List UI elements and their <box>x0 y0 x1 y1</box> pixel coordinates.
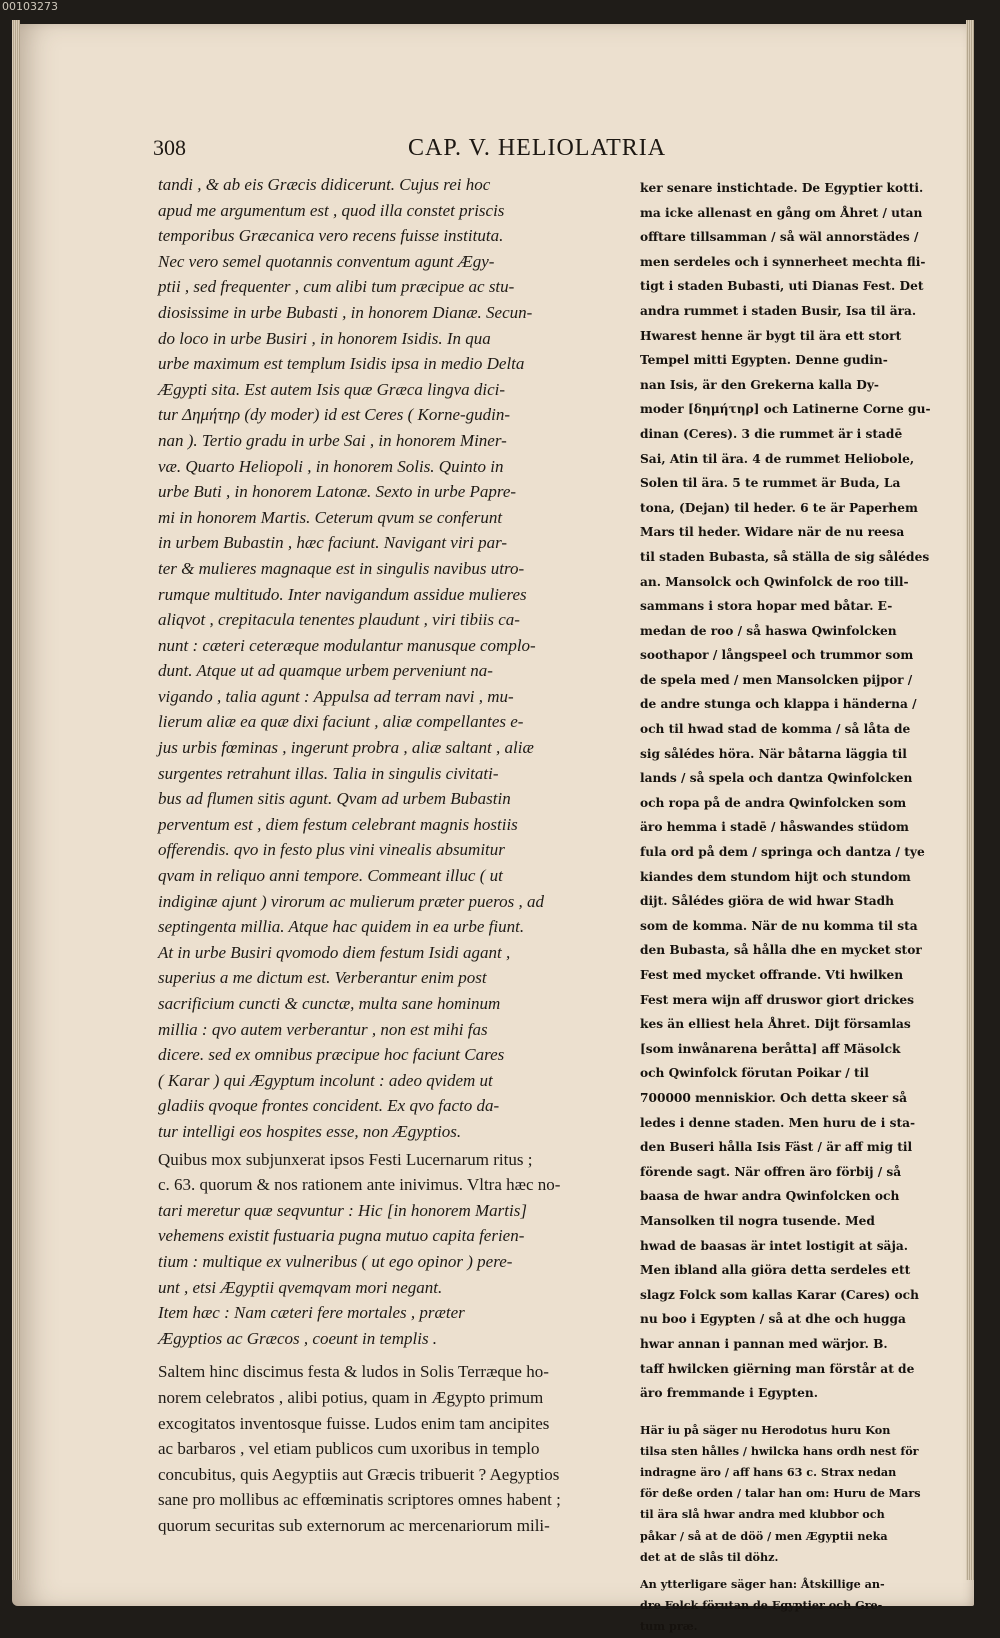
text-line: væ. Quarto Heliopoli , in honorem Solis. Quinto in <box>158 456 504 476</box>
text-line: perventum est , diem festum celebrant magnis hostiis <box>158 814 518 834</box>
text-line: som de komma. När de nu komma til sta <box>640 918 918 933</box>
swedish-note-continued <box>640 1574 936 1638</box>
text-line: vehemens existit fustuaria pugna mutuo capita ferien- <box>158 1226 525 1246</box>
text-line: aliqvot , crepitacula tenentes plaudunt , viri tibiis ca- <box>158 610 520 630</box>
text-line: påkar / så at de döö / men Ægyptii neka <box>640 1528 888 1543</box>
text-line: sig sålédes höra. När båtarna läggia til <box>640 746 907 761</box>
text-line: indragne äro / aff hans 63 c. Strax nedan <box>640 1465 897 1480</box>
text-line: kiandes dem stundom hijt och stundom <box>640 869 911 884</box>
text-line: sammans i stora hopar med båtar. E- <box>640 599 893 614</box>
text-line: dunt. Atque ut ad quamque urbem perveniunt na- <box>158 661 493 681</box>
text-line: dijt. Sålédes giöra de wid hwar Stadh <box>640 894 895 909</box>
text-line: ptii , sed frequenter , cum alibi tum præcipue ac stu- <box>158 277 515 297</box>
text-line: jus urbis fœminas , ingerunt probra , aliæ saltant , aliæ <box>158 738 534 758</box>
swedish-note <box>640 1420 936 1568</box>
text-line: Saltem hinc discimus festa & ludos in Solis Terræque ho- <box>158 1362 549 1382</box>
text-line: c. 63. quorum & nos rationem ante inivimus. Vltra hæc no- <box>158 1175 561 1195</box>
text-line: tandi , & ab eis Græcis didicerunt. Cujus rei hoc <box>158 175 491 194</box>
latin-paragraph <box>158 1359 634 1538</box>
text-line: de andre stunga och klappa i händerna / <box>640 697 917 712</box>
text-line: dinan (Ceres). 3 die rummet är i stadē <box>640 426 903 441</box>
text-line: urbe Buti , in honorem Latonæ. Sexto in urbe Papre- <box>158 482 517 502</box>
text-line: diosissime in urbe Bubasti , in honorem Dianæ. Secun- <box>158 302 533 322</box>
text-line: Mars til heder. Widare när de nu reesa <box>640 525 905 540</box>
text-line: concubitus, quis Aegyptiis aut Græcis tribuerit ? Aegyptios <box>158 1464 560 1484</box>
text-line: nan Isis, är den Grekerna kalla Dy- <box>640 377 879 392</box>
text-line: sacrificium cuncti & cunctæ, multa sane hominum <box>158 994 501 1013</box>
text-line: ma icke allenast en gång om Åhret / utan <box>640 205 923 220</box>
text-line: sane pro mollibus ac effœminatis scriptores omnes habent ; <box>158 1490 561 1510</box>
page-edge-left <box>12 20 20 1580</box>
text-line: Hwarest henne är bygt til ära ett stort <box>640 328 902 343</box>
text-line: ter & mulieres magnaque est in singulis navibus utro- <box>158 558 525 578</box>
text-line: do loco in urbe Busiri , in honorem Isidis. In qua <box>158 328 491 348</box>
text-line: dicere. sed ex omnibus præcipue hoc faciunt Cares <box>158 1045 505 1065</box>
text-line: Fest med mycket offrande. Vti hwilken <box>640 968 904 982</box>
text-line: mi in honorem Martis. Ceterum qvum se conferunt <box>158 507 503 527</box>
latin-column <box>158 172 634 1538</box>
running-head: CAP. V. HELIOLATRIA <box>408 135 667 161</box>
text-line: offtare tillsamman / så wäl annorstädes / <box>640 230 919 245</box>
text-line: för deße orden / talar han om: Huru de Mars <box>640 1486 921 1501</box>
text-line: hwar annan i pannan med wärjor. B. <box>640 1336 888 1351</box>
text-line: nunt : cæteri ceteræque modulantur manusque complo- <box>158 635 536 655</box>
text-line: taff hwilcken giërning man förstår at de <box>640 1361 915 1376</box>
swedish-column <box>640 176 936 1638</box>
text-line: soothapor / långspeel och trummor som <box>640 648 914 663</box>
text-line: lands / så spela och dantza Qwinfolcken <box>640 771 913 786</box>
text-line: medan de roo / så haswa Qwinfolcken <box>640 623 897 638</box>
text-line: quorum securitas sub externorum ac mercenariorum mili- <box>158 1515 550 1535</box>
text-line: ledes i denne staden. Men huru de i sta- <box>640 1115 916 1130</box>
text-line: äro hemma i stadē / håswandes stüdom <box>640 820 909 835</box>
text-line: temporibus Græcanica vero recens fuisse instituta. <box>158 226 504 246</box>
text-line: moder [δημήτηρ] och Latinerne Corne gu- <box>640 402 931 417</box>
text-line: tigt i staden Bubasti, uti Dianas Fest. Det <box>640 279 924 294</box>
text-line: ( Karar ) qui Ægyptum incolunt : adeo qvidem ut <box>158 1070 493 1090</box>
text-line: an. Mansolck och Qwinfolck de roo till- <box>640 574 909 589</box>
text-line: hwad de baasas är intet lostigit at säja. <box>640 1238 909 1253</box>
text-line: Mansolken til nogra tusende. Med <box>640 1213 875 1228</box>
text-line: tur Δημήτηρ (dy moder) id est Ceres ( Korne-gudin- <box>158 405 511 425</box>
text-line: Tempel mitti Egypten. Denne gudin- <box>640 353 888 368</box>
text-line: tur intelligi eos hospites esse, non Ægyptios. <box>158 1121 462 1141</box>
text-line: ker senare instichtade. De Egyptier kotti. <box>640 181 924 195</box>
text-line: fula ord på dem / springa och dantza / tye <box>640 845 925 860</box>
text-line: Ægypti sita. Est autem Isis quæ Græca lingva dici- <box>158 379 506 399</box>
text-line: och ropa på de andra Qwinfolcken som <box>640 795 907 810</box>
text-line: och til hwad stad de komma / så låta de <box>640 722 911 737</box>
text-line: baasa de hwar andra Qwinfolcken och <box>640 1189 900 1204</box>
text-line: förende sagt. När offren äro förbij / så <box>640 1164 902 1179</box>
text-line: nu boo i Egypten / så at dhe och hugga <box>640 1312 906 1327</box>
text-line: Sai, Atin til ära. 4 de rummet Heliobole, <box>640 451 915 466</box>
scan-id-label: 00103273 <box>2 0 58 13</box>
text-line: til staden Bubasta, så ställa de sig sålédes <box>640 549 930 564</box>
swedish-main-text <box>640 176 936 1406</box>
text-line: tari meretur quæ seqvuntur : Hic [in honorem Martis] <box>158 1200 527 1220</box>
text-line: excogitatos inventosque fuisse. Ludos enim tam ancipites <box>158 1413 550 1433</box>
text-line: slagz Folck som kallas Karar (Cares) och <box>640 1287 919 1302</box>
text-line: 700000 menniskior. Och detta skeer så <box>640 1090 908 1105</box>
text-line: tona, (Dejan) til heder. 6 te är Paperhem <box>640 500 918 515</box>
text-line: och Qwinfolck förutan Poikar / til <box>640 1066 869 1081</box>
text-line: norem celebratos , alibi potius, quam in Ægypto primum <box>158 1387 544 1407</box>
text-line: lierum aliæ ea quæ dixi faciunt , aliæ compellantes e- <box>158 712 524 732</box>
text-line: Quibus mox subjunxerat ipsos Festi Lucernarum ritus ; <box>158 1149 533 1169</box>
text-line: kes än elliest hela Åhret. Dijt församlas <box>640 1017 911 1032</box>
text-line: nan ). Tertio gradu in urbe Sai , in honorem Miner- <box>158 430 507 450</box>
text-line: de spela med / men Mansolcken pijpor / <box>640 672 913 687</box>
text-line: den Buseri hålla Isis Fäst / är aff mig til <box>640 1140 913 1155</box>
page-edge-right <box>966 20 974 1580</box>
text-line: urbe maximum est templum Isidis ipsa in medio Delta <box>158 354 525 374</box>
text-line: til ära slå hwar andra med klubbor och <box>640 1507 885 1522</box>
text-line: rumque multitudo. Inter navigandum assidue mulieres <box>158 584 527 604</box>
text-line: qvam in reliquo anni tempore. Commeant illuc ( ut <box>158 866 503 886</box>
text-line: superius a me dictum est. Verberantur enim post <box>158 968 487 988</box>
latin-main-text <box>158 172 634 1145</box>
text-line: Item hæc : Nam cæteri fere mortales , præter <box>158 1303 465 1323</box>
text-line: Fest mera wijn aff druswor giort drickes <box>640 992 915 1007</box>
text-line: dre Folck förutan de Egyptier och Gre- <box>640 1598 883 1613</box>
text-line: bus ad flumen sitis agunt. Qvam ad urbem Bubastin <box>158 789 511 809</box>
text-line: Ægyptios ac Græcos , coeunt in templis . <box>158 1328 438 1348</box>
text-line: millia : qvo autem verberantur , non est mihi fas <box>158 1019 488 1039</box>
text-line: septingenta millia. Atque hac quidem in ea urbe fiunt. <box>158 917 525 937</box>
text-line: tum præ. <box>640 1619 698 1634</box>
page-header <box>153 135 962 165</box>
text-line: indiginæ ajunt ) virorum ac mulierum præter pueros , ad <box>158 891 544 911</box>
text-line: vigando , talia agunt : Appulsa ad terram navi , mu- <box>158 686 514 706</box>
text-line: den Bubasta, så hålla dhe en mycket stor <box>640 943 922 958</box>
text-line: ac barbaros , vel etiam publicos cum uxoribus in templo <box>158 1439 540 1459</box>
text-line: [som inwånarena beråtta] aff Mäsolck <box>640 1041 901 1056</box>
text-line: men serdeles och i synnerheet mechta fli- <box>640 254 926 269</box>
text-line: At in urbe Busiri qvomodo diem festum Isidi agant , <box>158 942 511 962</box>
latin-quote-text <box>158 1147 634 1352</box>
text-line: det at de slås til döhz. <box>640 1549 779 1564</box>
text-line: apud me argumentum est , quod illa constet priscis <box>158 200 505 220</box>
text-line: äro fremmande i Egypten. <box>640 1386 818 1401</box>
text-line: Men ibland alla giöra detta serdeles ett <box>640 1263 911 1278</box>
text-line: An ytterligare säger han: Åtskillige an- <box>640 1577 885 1591</box>
text-line: gladiis qvoque frontes concident. Ex qvo facto da- <box>158 1096 500 1116</box>
page-number: 308 <box>153 135 186 160</box>
text-line: in urbem Bubastin , hæc faciunt. Navigant viri par- <box>158 533 508 553</box>
text-line: Solen til ära. 5 te rummet är Buda, La <box>640 476 901 491</box>
text-line: unt , etsi Ægyptii qvemqvam mori negant. <box>158 1277 443 1297</box>
text-line: surgentes retrahunt illas. Talia in singulis civitati- <box>158 763 499 783</box>
text-line: offerendis. qvo in festo plus vini vinealis absumitur <box>158 840 505 860</box>
text-line: Nec vero semel quotannis conventum agunt Ægy- <box>158 251 495 271</box>
text-line: tilsa sten hålles / hwilcka hans ordh nest för <box>640 1443 919 1458</box>
text-line: andra rummet i staden Busir, Isa til ära. <box>640 303 917 318</box>
text-line: tium : multique ex vulneribus ( ut ego opinor ) pere- <box>158 1251 513 1271</box>
text-line: Här iu på säger nu Herodotus huru Kon <box>640 1422 891 1437</box>
